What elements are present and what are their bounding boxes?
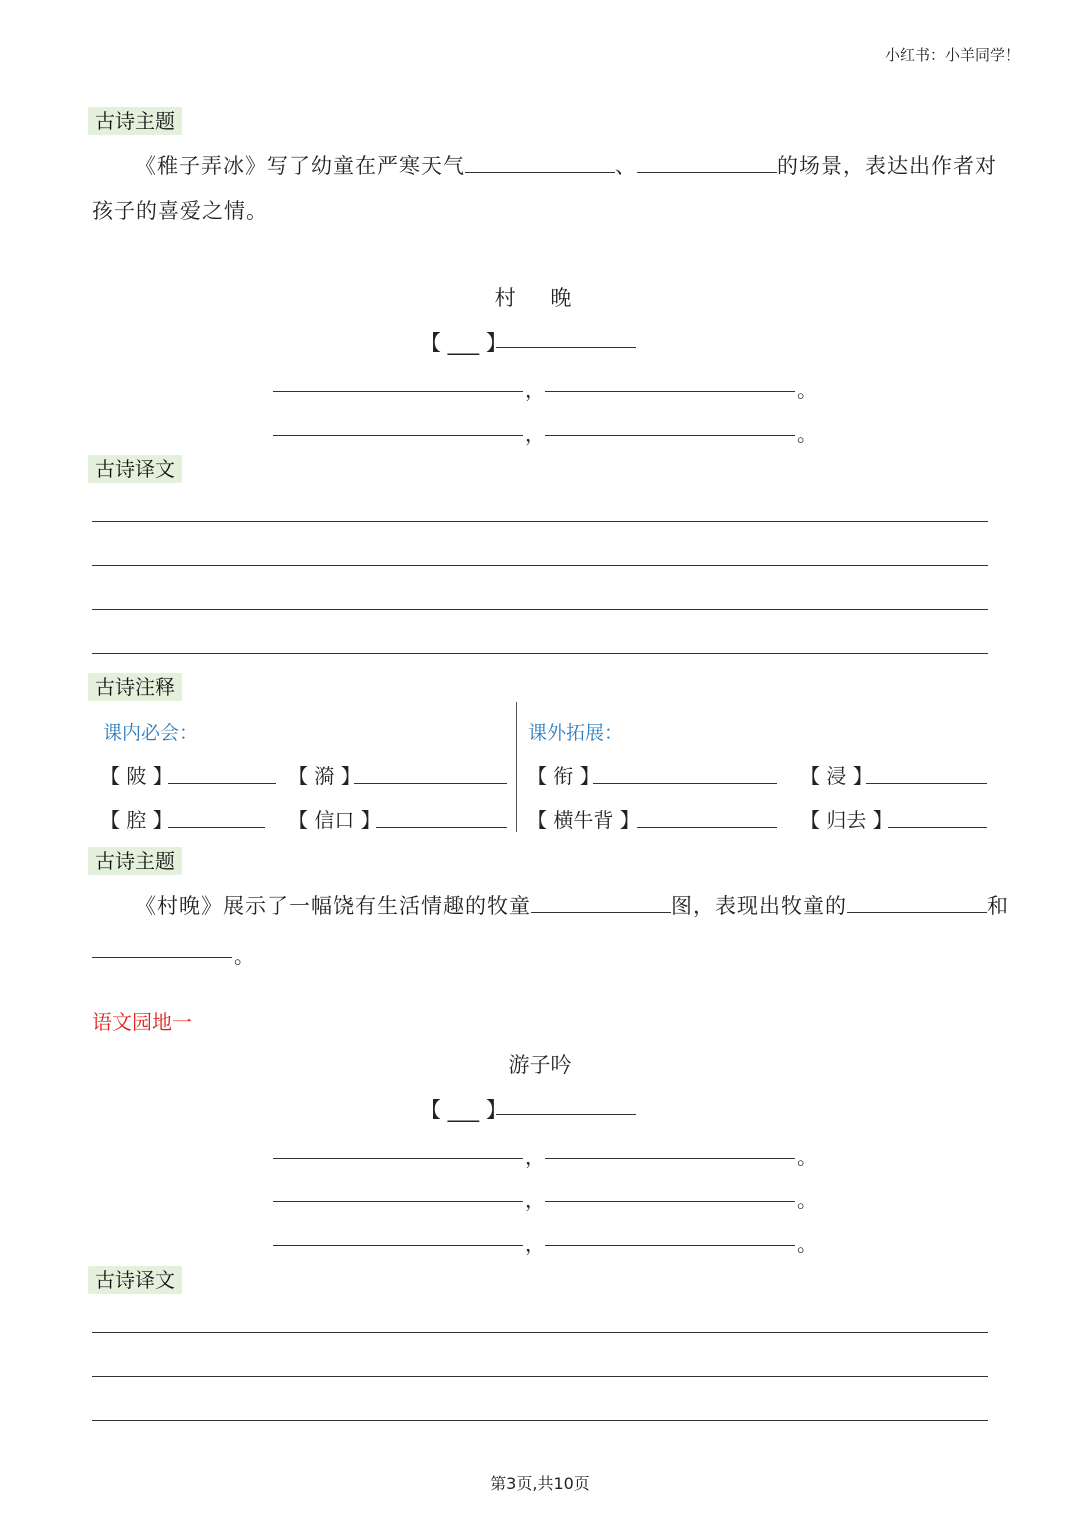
theme2-line-1 <box>135 890 1009 920</box>
dynasty-bracket[interactable]: 【 ___ 】 <box>420 331 507 355</box>
blank-2[interactable] <box>637 150 777 173</box>
translation-line[interactable] <box>92 1420 988 1421</box>
theme2-text-b: 图，表现出牧童的 <box>671 894 847 918</box>
poem-line-blank[interactable] <box>545 391 795 392</box>
section-tag-theme: 古诗主题 <box>88 107 182 135</box>
theme-sep: 、 <box>615 154 637 178</box>
theme2-text-a: 《村晚》展示了一幅饶有生活情趣的牧童 <box>135 894 531 918</box>
note-item-guiqu: 【 归去 】 <box>800 808 893 832</box>
poem-title-youziyin: 游子吟 <box>508 1053 572 1077</box>
theme-line-1 <box>135 150 997 180</box>
unit-heading: 语文园地一 <box>92 1010 192 1034</box>
theme2-text-c: 和 <box>987 894 1009 918</box>
comma: ， <box>525 422 545 446</box>
comma: ， <box>525 1188 545 1212</box>
poem-title-cunwan: 村 晚 <box>494 286 586 310</box>
translation-line[interactable] <box>92 653 988 654</box>
note-blank[interactable] <box>168 827 265 828</box>
author-blank[interactable] <box>496 1114 636 1115</box>
author-blank[interactable] <box>496 347 636 348</box>
blank-4[interactable] <box>847 890 987 913</box>
blank-3[interactable] <box>531 890 671 913</box>
dynasty-bracket[interactable]: 【 ___ 】 <box>420 1098 507 1122</box>
note-blank[interactable] <box>168 783 276 784</box>
poem-line-blank[interactable] <box>545 435 795 436</box>
note-blank[interactable] <box>637 827 777 828</box>
poem-line-blank[interactable] <box>273 435 523 436</box>
comma: ， <box>525 1145 545 1169</box>
period: 。 <box>797 1188 817 1212</box>
theme-line-2: 孩子的喜爱之情。 <box>92 199 268 223</box>
notes-divider <box>516 702 517 832</box>
note-item-yi: 【 漪 】 <box>288 764 361 788</box>
theme-text-b: 的场景，表达出作者对 <box>777 154 997 178</box>
page-footer: 第3页,共10页 <box>490 1474 590 1493</box>
note-item-jin: 【 浸 】 <box>800 764 873 788</box>
in-class-label: 课内必会： <box>103 722 199 744</box>
translation-line[interactable] <box>92 609 988 610</box>
theme-text-a: 《稚子弄冰》写了幼童在严寒天气 <box>135 154 465 178</box>
period: 。 <box>797 1232 817 1256</box>
blank-1[interactable] <box>465 150 615 173</box>
theme2-end: 。 <box>234 944 254 968</box>
poem-line-blank[interactable] <box>273 1245 523 1246</box>
translation-line[interactable] <box>92 521 988 522</box>
note-blank[interactable] <box>354 783 507 784</box>
note-blank[interactable] <box>376 827 507 828</box>
comma: ， <box>525 1232 545 1256</box>
note-item-qiang: 【 腔 】 <box>100 808 173 832</box>
poem-line-blank[interactable] <box>545 1201 795 1202</box>
section-tag-translation-2: 古诗译文 <box>88 1266 182 1294</box>
comma: ， <box>525 378 545 402</box>
poem-line-blank[interactable] <box>273 1158 523 1159</box>
note-blank[interactable] <box>593 783 777 784</box>
note-item-hengniubei: 【 横牛背 】 <box>527 808 640 832</box>
period: 。 <box>797 378 817 402</box>
section-tag-translation: 古诗译文 <box>88 455 182 483</box>
section-tag-notes: 古诗注释 <box>88 673 182 701</box>
poem-line-blank[interactable] <box>545 1158 795 1159</box>
poem-line-blank[interactable] <box>545 1245 795 1246</box>
header-note: 小红书：小羊同学！ <box>884 46 1020 64</box>
note-item-bei: 【 陂 】 <box>100 764 173 788</box>
translation-line[interactable] <box>92 1376 988 1377</box>
extra-label: 课外拓展： <box>528 722 624 744</box>
translation-line[interactable] <box>92 565 988 566</box>
period: 。 <box>797 1145 817 1169</box>
blank-5[interactable] <box>92 957 232 958</box>
section-tag-theme-2: 古诗主题 <box>88 847 182 875</box>
translation-line[interactable] <box>92 1332 988 1333</box>
poem-line-blank[interactable] <box>273 391 523 392</box>
note-item-xian: 【 衔 】 <box>527 764 600 788</box>
poem-line-blank[interactable] <box>273 1201 523 1202</box>
note-blank[interactable] <box>888 827 987 828</box>
note-blank[interactable] <box>866 783 987 784</box>
note-item-xinkou: 【 信口 】 <box>288 808 381 832</box>
period: 。 <box>797 422 817 446</box>
